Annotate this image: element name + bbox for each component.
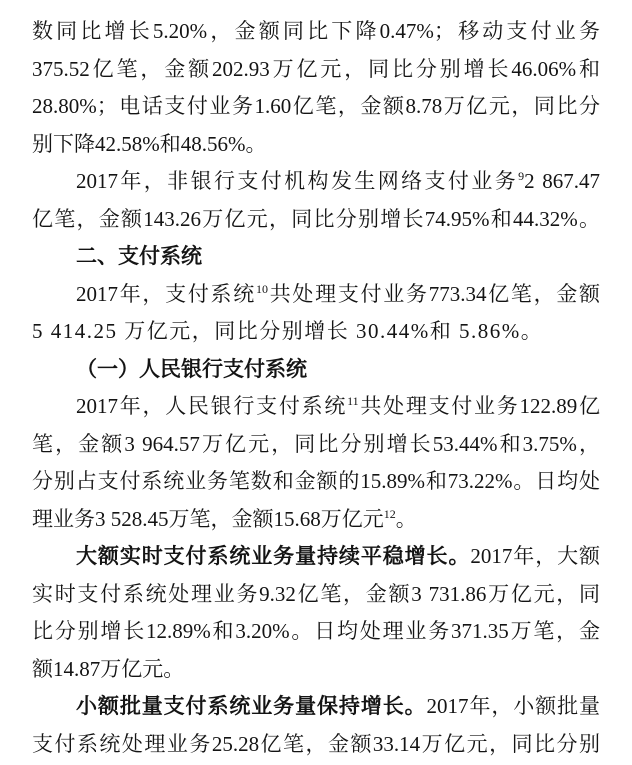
text-segment: 支付系统处理业务25.28亿笔，金额33.14万亿元，同比分别: [32, 731, 600, 756]
text-segment: 2017年，人民银行支付系统: [76, 394, 348, 418]
footnote-reference: 9: [518, 169, 525, 183]
paragraph-line: [32, 13, 600, 51]
section-heading-payment-systems: [32, 238, 600, 276]
paragraph-line: [32, 163, 600, 201]
paragraph-line: [32, 201, 600, 239]
text-segment: （一）人民银行支付系统: [76, 356, 307, 381]
text-segment: 笔，金额3 964.57万亿元，同比分别增长53.44%和3.75%，: [32, 431, 600, 456]
footnote-reference: 11: [347, 394, 359, 408]
text-segment: 。: [395, 506, 417, 531]
text-segment: 分别占支付系统业务笔数和金额的15.89%和73.22%。日均处: [32, 469, 600, 493]
footnote-reference: 12: [383, 506, 396, 521]
paragraph-line: [32, 388, 600, 426]
text-segment: 2017年，大额: [470, 544, 601, 568]
text-segment: 共处理支付业务122.89亿: [358, 394, 600, 418]
paragraph-line: [32, 426, 600, 464]
text-segment: 实时支付系统处理业务9.32亿笔，金额3 731.86万亿元，同: [32, 581, 600, 606]
footnote-reference: 10: [256, 281, 268, 296]
text-segment: 小额批量支付系统业务量保持增长。: [76, 695, 427, 718]
text-segment: 比分别增长12.89%和3.20%。日均处理业务371.35万笔，金: [32, 619, 600, 643]
text-segment: 2017年，小额批量: [426, 694, 601, 718]
paragraph-line: [32, 501, 600, 539]
text-segment: 额14.87万亿元。: [32, 656, 185, 681]
text-segment: 5 414.25 万亿元，同比分别增长 30.44%和 5.86%。: [32, 319, 544, 343]
text-segment: 2017年，支付系统: [76, 281, 256, 306]
text-segment: 数同比增长5.20%，金额同比下降0.47%；移动支付业务: [32, 19, 600, 43]
paragraph-line: [32, 463, 600, 501]
text-segment: 共处理支付业务773.34亿笔，金额: [268, 281, 601, 306]
text-segment: 大额实时支付系统业务量持续平稳增长。: [76, 545, 471, 568]
subsection-heading-pbc-payment-system: [32, 351, 600, 389]
text-segment: 二、支付系统: [76, 245, 202, 268]
paragraph-line: [32, 88, 600, 126]
text-segment: 28.80%；电话支付业务1.60亿笔，金额8.78万亿元，同比分: [32, 94, 600, 118]
text-segment: 2 867.47: [524, 169, 601, 193]
text-segment: 2017年，非银行支付机构发生网络支付业务: [76, 169, 519, 193]
text-segment: 别下降42.58%和48.56%。: [32, 131, 267, 156]
text-segment: 亿笔，金额143.26万亿元，同比分别增长74.95%和44.32%。: [32, 206, 600, 231]
paragraph-line: [32, 538, 600, 576]
paragraph-line: [32, 51, 600, 89]
paragraph-line: [32, 126, 600, 164]
paragraph-line: [32, 651, 600, 689]
text-segment: 375.52亿笔，金额202.93万亿元，同比分别增长46.06%和: [32, 56, 600, 81]
paragraph-line: [32, 613, 600, 651]
paragraph-line: [32, 276, 600, 314]
text-segment: 理业务3 528.45万笔，金额15.68万亿元: [32, 506, 384, 531]
paragraph-line: [32, 726, 600, 764]
paragraph-line: [32, 688, 600, 726]
paragraph-line: [32, 576, 600, 614]
paragraph-line: [32, 313, 600, 351]
